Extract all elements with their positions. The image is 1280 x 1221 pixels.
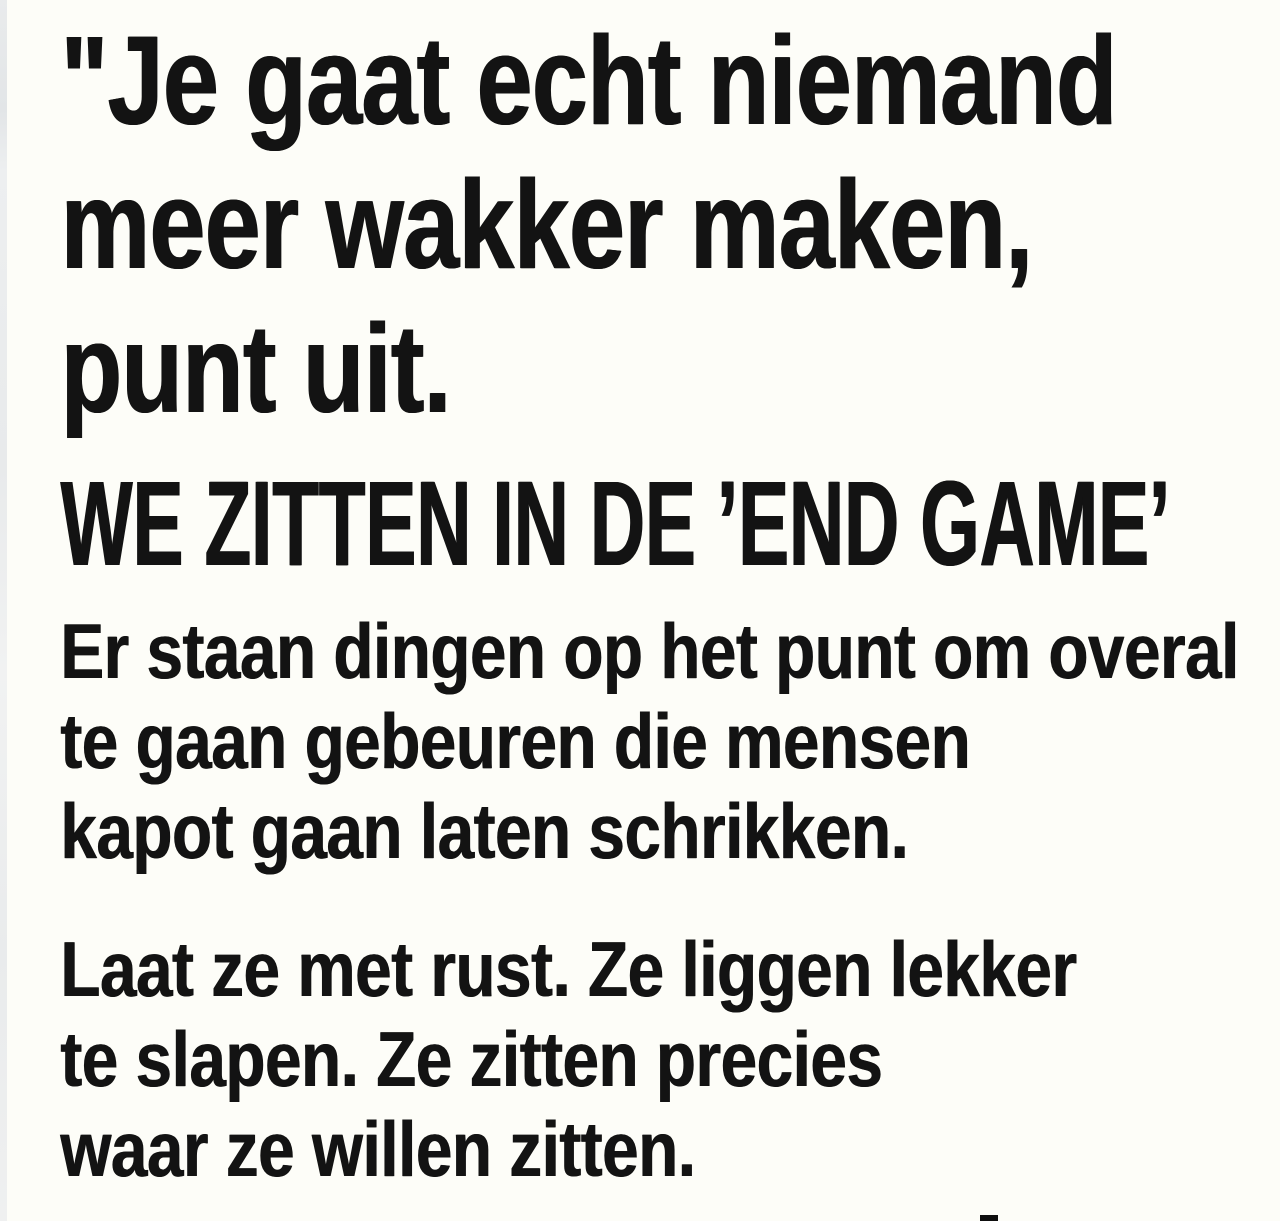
paragraph-2-line-1: Laat ze met rust. Ze liggen lekker <box>60 925 1077 1013</box>
headline-line-1: "Je gaat echt niemand <box>60 10 1117 151</box>
subhead-line: WE ZITTEN IN DE ’END GAME’ <box>60 455 1170 591</box>
scan-edge-strip <box>0 0 7 1221</box>
headline-line-3: punt uit. <box>60 298 451 439</box>
quote-subhead <box>60 455 1170 591</box>
paragraph-1-line-3: kapot gaan laten schrikken. <box>60 787 909 875</box>
quote-paragraph-1 <box>60 606 1239 876</box>
headline-line-2: meer wakker maken, <box>60 154 1032 295</box>
quote-headline <box>60 9 1116 441</box>
paragraph-1-line-1: Er staan dingen op het punt om overal <box>60 607 1239 695</box>
paragraph-2-line-2: te slapen. Ze zitten precies <box>60 1015 883 1103</box>
bottom-edge-partial-glyph <box>980 1215 998 1221</box>
paragraph-1-line-2: te gaan gebeuren die mensen <box>60 697 970 785</box>
quote-paragraph-2 <box>60 924 1076 1194</box>
paragraph-2-line-3: waar ze willen zitten. <box>60 1105 696 1193</box>
